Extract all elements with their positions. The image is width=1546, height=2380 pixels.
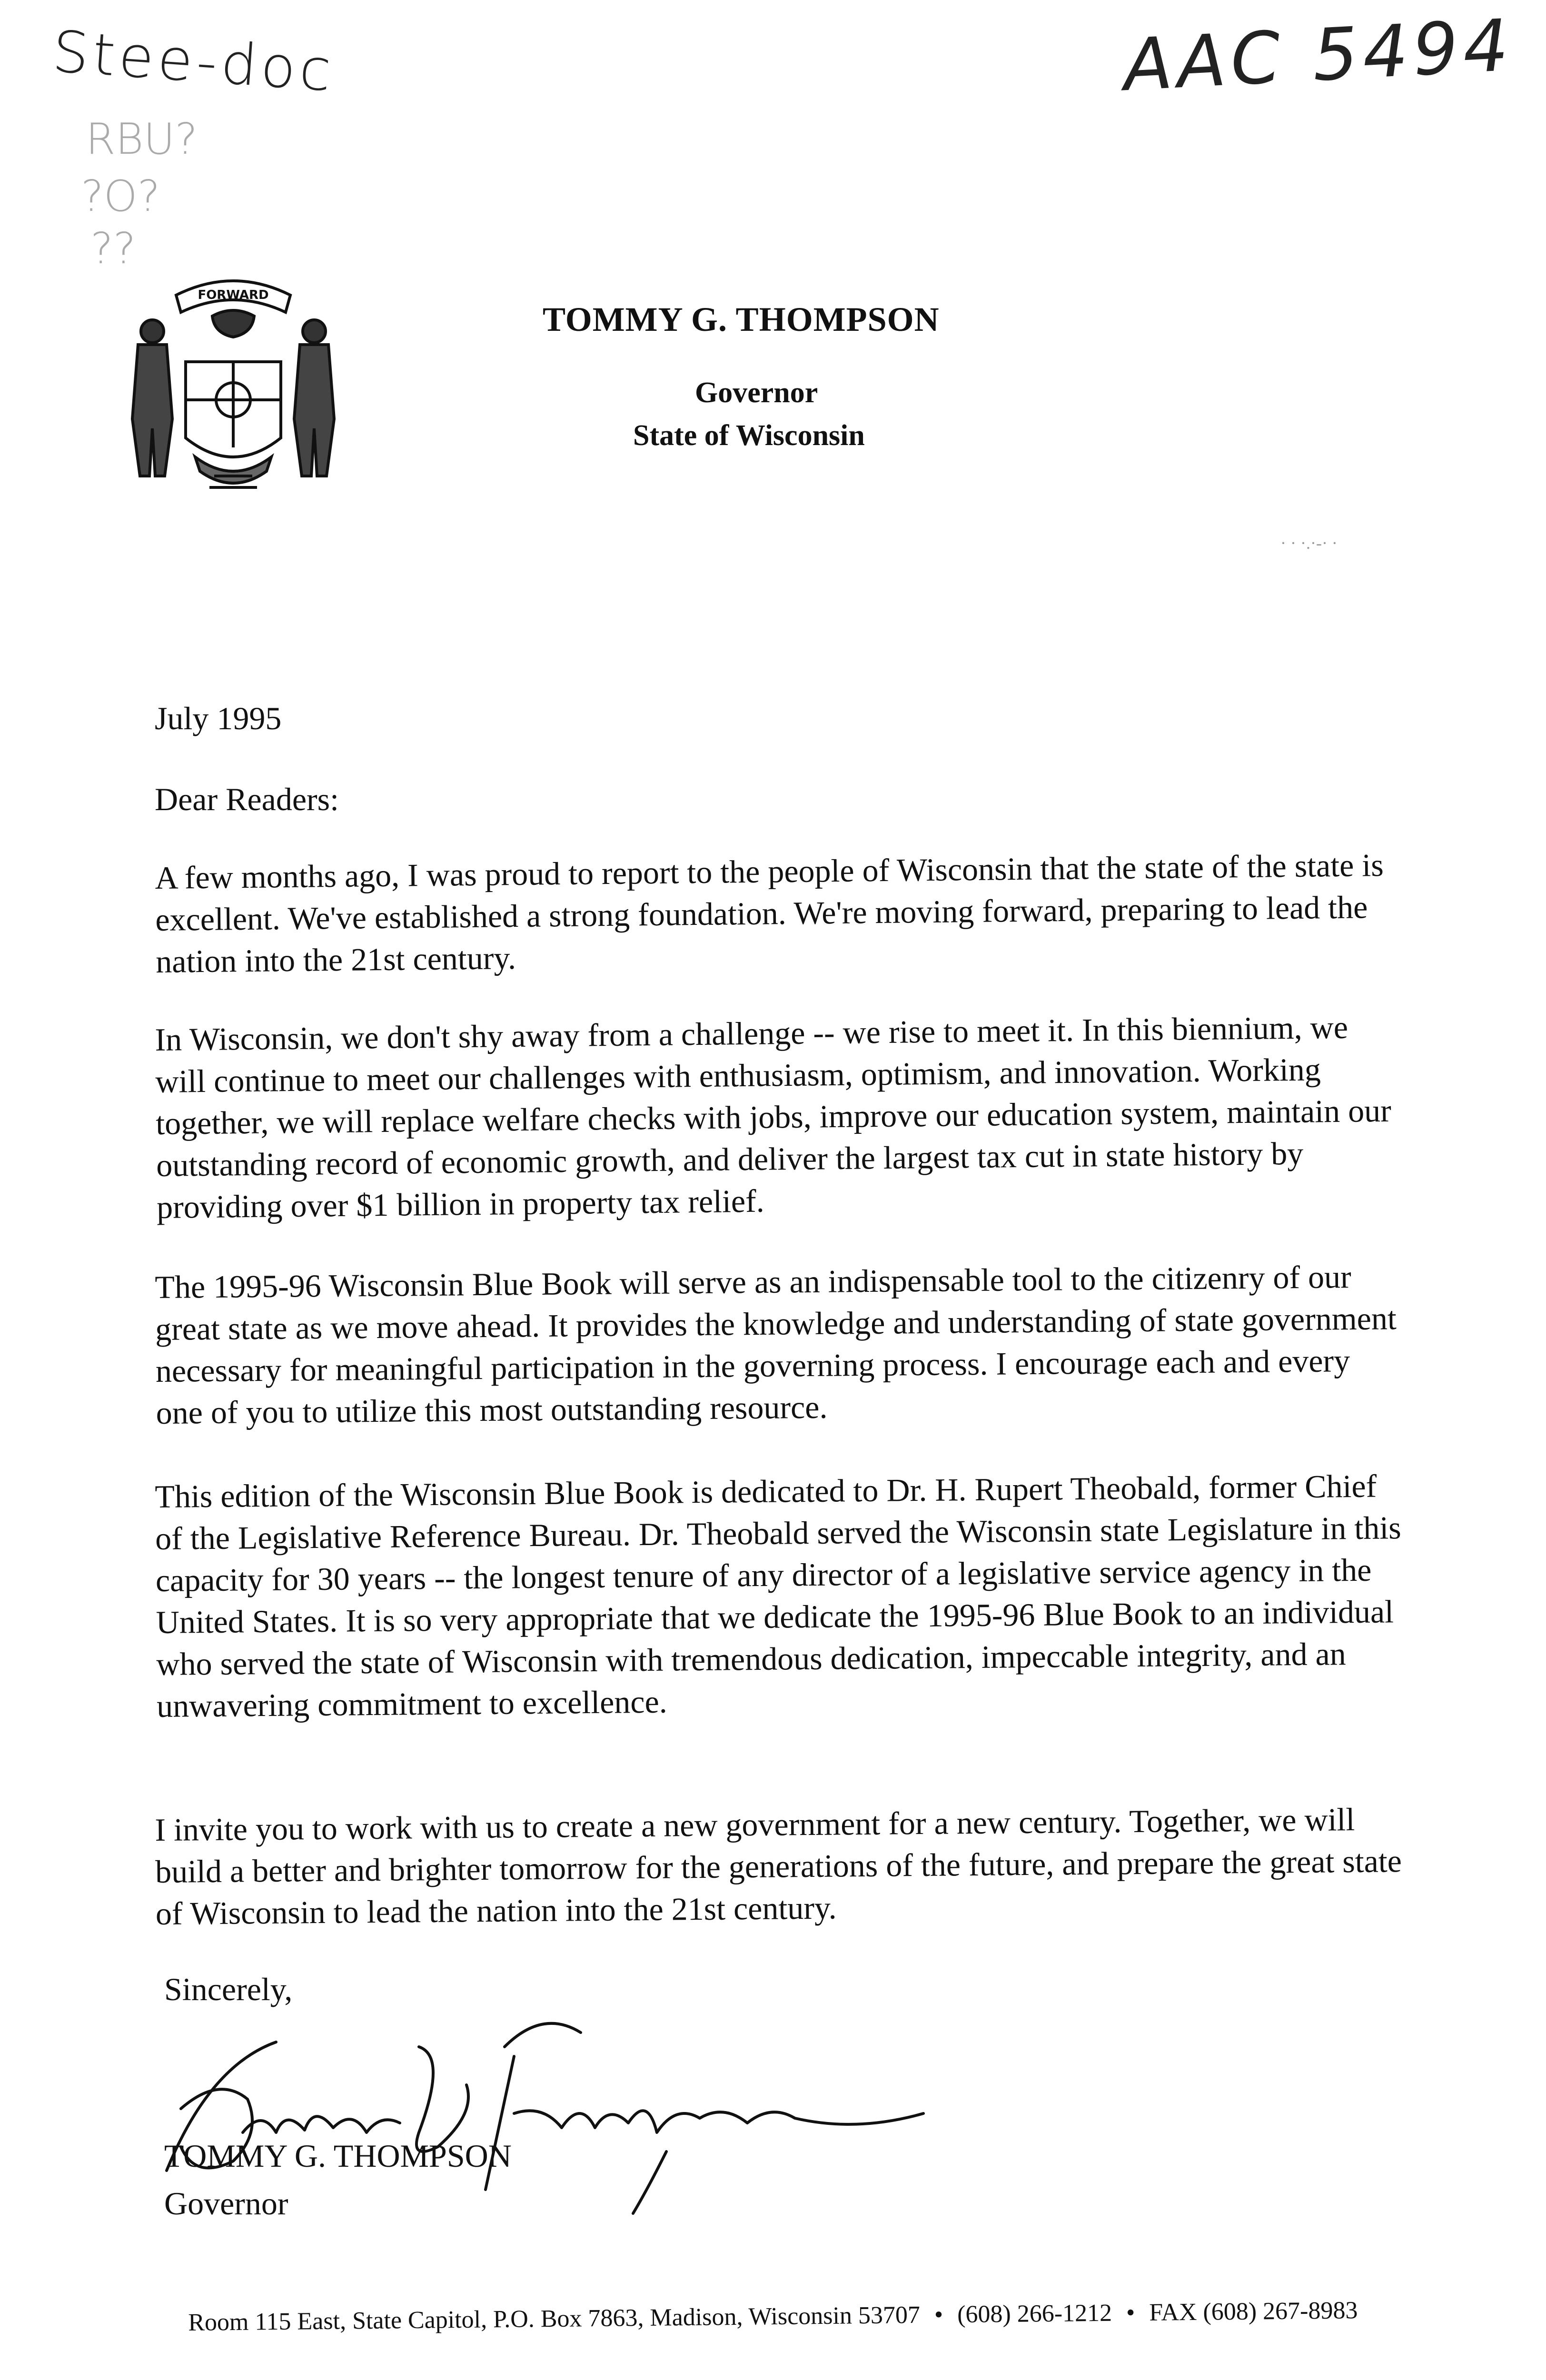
faint-pencil-mark: ?O?	[81, 171, 160, 221]
letter-paragraph-1: A few months ago, I was proud to report to the people of Wisconsin that the state of the state is excellent. We've established a strong foundation. We're moving forward, preparing to lead the nation into the 21st century.	[155, 846, 1384, 980]
footer-fax: FAX (608) 267-8983	[1149, 2297, 1358, 2326]
letter-paragraph-4: This edition of the Wisconsin Blue Book is dedicated to Dr. H. Rupert Theobald, former Chief of the Legislative Reference Bureau. Dr. Theobald served the Wisconsin state Legislature in this capacity for 30 years -- the longest tenure of any director of a legislative service agency in the United States. It is so very appropriate that we dedicate the 1995-96 Blue Book to an individual who served the state of Wisconsin with tremendous dedication, impeccable integrity, and an unwavering commitment to excellence.	[155, 1468, 1401, 1724]
handwritten-note-top-right: AAC 5494	[1121, 4, 1516, 108]
letterhead-title: Governor	[695, 377, 818, 409]
footer-phone: (608) 266-1212	[957, 2299, 1112, 2329]
letterhead-footer	[188, 2296, 1358, 2337]
handwritten-note-top-left: Stee-doc	[50, 19, 337, 105]
letter-paragraph-3: The 1995-96 Wisconsin Blue Book will serve as an indispensable tool to the citizenry of our great state as we move ahead. It provides the knowledge and understanding of state government necessary for meaningful participation in the governing process. I encourage each and every one of you to utilize this most outstanding resource.	[155, 1259, 1397, 1431]
letter-paragraph-2: In Wisconsin, we don't shy away from a challenge -- we rise to meet it. In this biennium, we will continue to meet our challenges with enthusiasm, optimism, and innovation. Working together, we will replace welfare checks with jobs, improve our education system, maintain our outstanding record of economic growth, and deliver the largest tax cut in state history by providing over $1 billion in property tax relief.	[155, 1009, 1392, 1225]
letter-paragraph-5: I invite you to work with us to create a new government for a new century. Together, we will build a better and brighter tomorrow for the generations of the future, and prepare the great state of Wisconsin to lead the nation into the 21st century.	[155, 1801, 1402, 1932]
bullet-separator: •	[934, 2301, 943, 2329]
signer-name: TOMMY G. THOMPSON	[164, 2138, 512, 2174]
bullet-separator: •	[1126, 2299, 1135, 2327]
letterhead-name: TOMMY G. THOMPSON	[543, 300, 940, 338]
state-seal-icon	[109, 257, 357, 505]
letterhead-state: State of Wisconsin	[633, 419, 865, 452]
letter-date: July 1995	[155, 700, 282, 736]
letter-salutation: Dear Readers:	[155, 781, 339, 817]
letter-closing: Sincerely,	[164, 1971, 293, 2007]
faint-pencil-mark: ??	[90, 224, 136, 274]
faint-pencil-mark: RBU?	[86, 114, 198, 164]
seal-motto: FORWARD	[198, 288, 269, 302]
handwritten-signature	[152, 1990, 961, 2218]
footer-address: Room 115 East, State Capitol, P.O. Box 7863, Madison, Wisconsin 53707	[188, 2301, 921, 2336]
signer-title: Governor	[164, 2185, 288, 2221]
scan-speck: · · ·.·-· ·	[1280, 534, 1338, 553]
